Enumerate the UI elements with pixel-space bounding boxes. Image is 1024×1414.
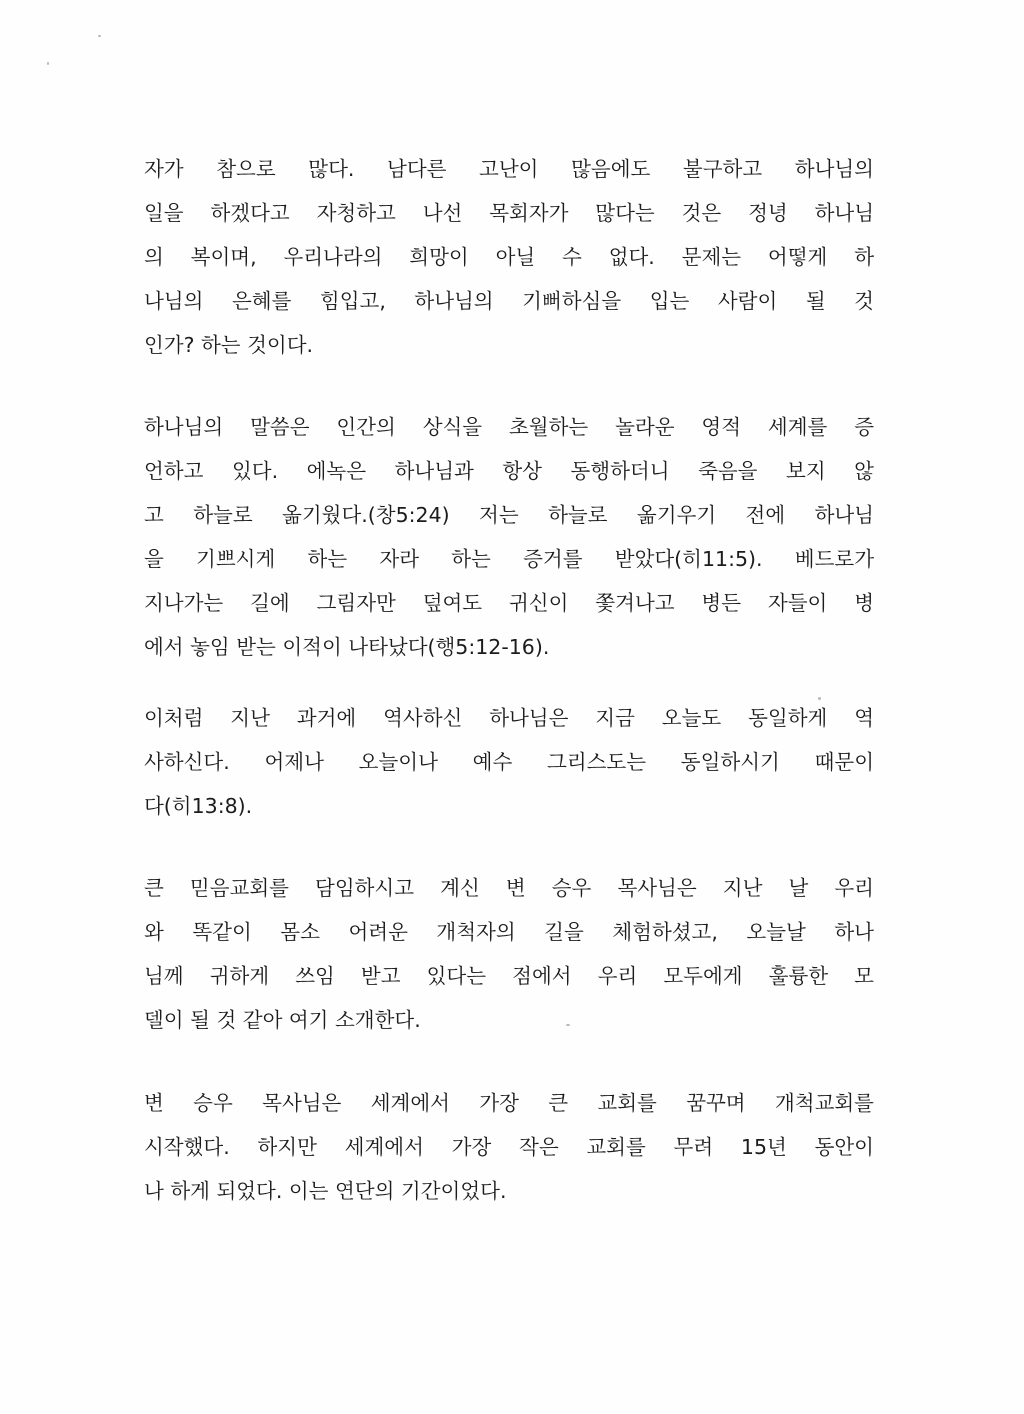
text-line: 시작했다. 하지만 세계에서 가장 작은 교회를 무려 15년 동안이: [144, 1135, 874, 1159]
scan-speck: [47, 62, 49, 65]
text-line: 다(히13:8).: [144, 794, 253, 818]
text-line: 의 복이며, 우리나라의 희망이 아닐 수 없다. 문제는 어떻게 하: [144, 245, 874, 269]
text-line: 지나가는 길에 그림자만 덮여도 귀신이 쫓겨나고 병든 자들이 병: [144, 591, 874, 615]
text-line: 델이 될 것 같아 여기 소개한다.: [144, 1008, 421, 1032]
text-line: 언하고 있다. 에녹은 하나님과 항상 동행하더니 죽음을 보지 않: [144, 459, 874, 483]
text-line: 하나님의 말씀은 인간의 상식을 초월하는 놀라운 영적 세계를 증: [144, 415, 874, 439]
paragraph-1: [144, 147, 874, 367]
text-line: 자가 참으로 많다. 남다른 고난이 많음에도 불구하고 하나님의: [144, 157, 874, 181]
paragraph-5: [144, 1081, 874, 1213]
text-line: 을 기쁘시게 하는 자라 하는 증거를 받았다(히11:5). 베드로가: [144, 547, 874, 571]
text-line: 사하신다. 어제나 오늘이나 예수 그리스도는 동일하시기 때문이: [144, 750, 874, 774]
text-line: 변 승우 목사님은 세계에서 가장 큰 교회를 꿈꾸며 개척교회를: [144, 1091, 874, 1115]
text-line: 와 똑같이 몸소 어려운 개척자의 길을 체험하셨고, 오늘날 하나: [144, 920, 874, 944]
scan-speck: [98, 35, 101, 37]
text-line: 일을 하겠다고 자청하고 나선 목회자가 많다는 것은 정녕 하나님: [144, 201, 874, 225]
paragraph-2: [144, 405, 874, 669]
text-line: 에서 놓임 받는 이적이 나타났다(행5:12-16).: [144, 635, 550, 659]
text-line: 고 하늘로 옮기웠다.(창5:24) 저는 하늘로 옮기우기 전에 하나님: [144, 503, 874, 527]
text-line: 나 하게 되었다. 이는 연단의 기간이었다.: [144, 1179, 507, 1203]
paragraph-4: [144, 866, 874, 1042]
text-line: 이처럼 지난 과거에 역사하신 하나님은 지금 오늘도 동일하게 역: [144, 706, 874, 730]
paragraph-3: [144, 696, 874, 828]
text-line: 인가? 하는 것이다.: [144, 333, 314, 357]
text-line: 나님의 은혜를 힘입고, 하나님의 기뻐하심을 입는 사람이 될 것: [144, 289, 874, 313]
text-line: 큰 믿음교회를 담임하시고 계신 변 승우 목사님은 지난 날 우리: [144, 876, 874, 900]
text-line: 님께 귀하게 쓰임 받고 있다는 점에서 우리 모두에게 훌륭한 모: [144, 964, 874, 988]
